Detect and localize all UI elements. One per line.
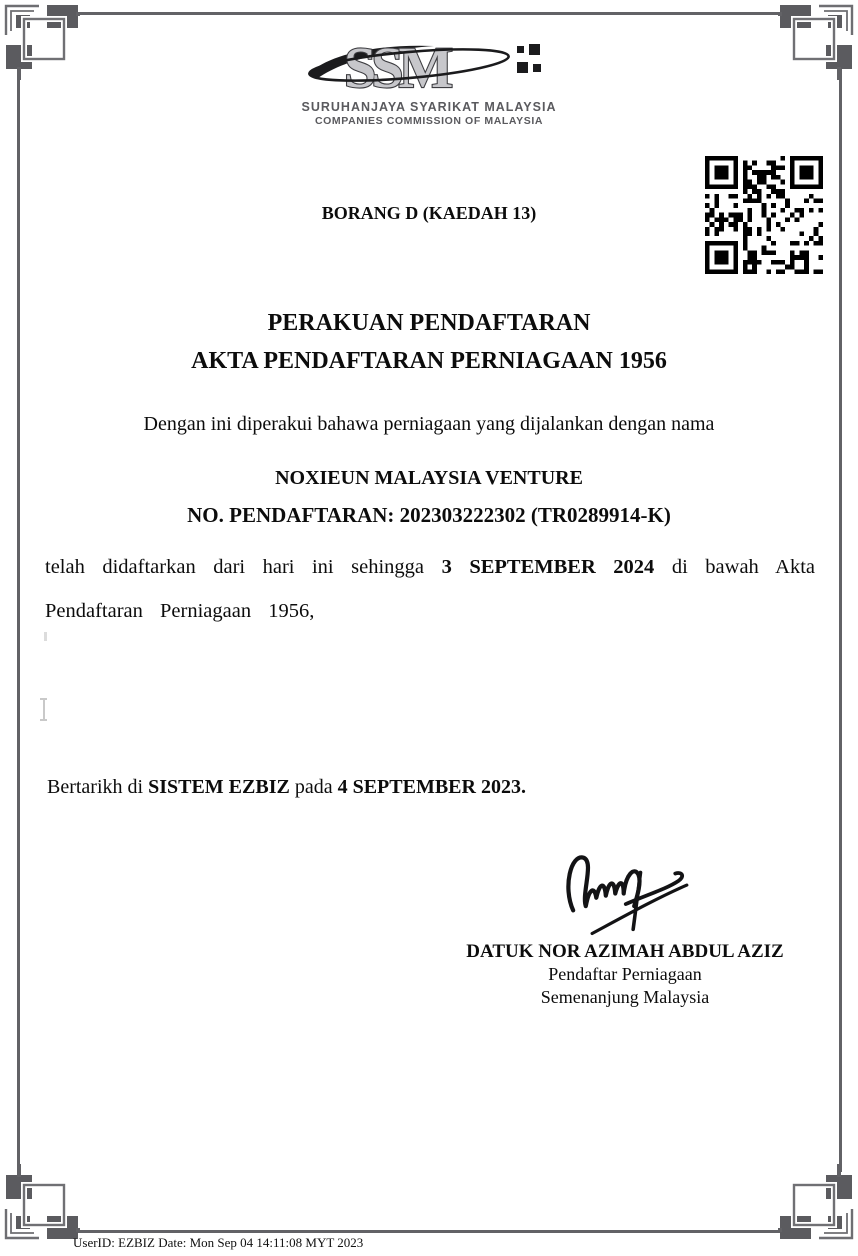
frame-line-right (839, 62, 842, 1172)
footer-user-info: UserID: EZBIZ Date: Mon Sep 04 14:11:08 MYT 2023 (73, 1235, 364, 1250)
ssm-logo (0, 34, 858, 127)
signatory-name: DATUK NOR AZIMAH ABDUL AZIZ (466, 941, 784, 962)
redaction-artifact-1 (44, 632, 47, 641)
issue-date: 4 SEPTEMBER 2023. (337, 776, 526, 798)
body-line-1 (45, 551, 815, 584)
ssm-logo-mark-icon (304, 34, 554, 98)
business-name: NOXIEUN MALAYSIA VENTURE (275, 467, 583, 489)
expiry-date: 3 SEPTEMBER 2024 (441, 556, 655, 578)
form-heading: BORANG D (KAEDAH 13) (321, 203, 537, 223)
signatory-title: Pendaftar Perniagaan (548, 964, 702, 984)
dated-pre: Bertarikh di (47, 776, 144, 798)
signatory-block (440, 940, 810, 1009)
frame-line-left (17, 62, 20, 1172)
logo-letters: SSM (344, 35, 449, 98)
body-line-2: Pendaftaran Perniagaan 1956, (45, 600, 315, 622)
redaction-artifact-2 (40, 698, 47, 721)
body-paragraph (45, 551, 815, 628)
frame-line-top (76, 12, 782, 15)
dated-line (47, 776, 827, 799)
dated-mid: pada (294, 776, 333, 798)
body-pre: telah didaftarkan dari hari ini sehingga (45, 556, 425, 578)
corner-ornament-bottom-left (2, 1164, 80, 1242)
corner-ornament-bottom-right (778, 1164, 856, 1242)
logo-caption-line2: COMPANIES COMMISSION OF MALAYSIA (314, 115, 544, 127)
logo-caption-line1: SURUHANJAYA SYARIKAT MALAYSIA (301, 100, 557, 114)
body-post: di bawah Akta (671, 556, 816, 578)
title-line-1: PERAKUAN PENDAFTARAN (267, 310, 591, 336)
title-line-2: AKTA PENDAFTARAN PERNIAGAAN 1956 (191, 348, 667, 374)
system-name: SISTEM EZBIZ (148, 776, 290, 798)
signatory-region: Semenanjung Malaysia (540, 987, 710, 1007)
frame-line-bottom (76, 1230, 782, 1233)
registration-number: NO. PENDAFTARAN: 202303222302 (TR0289914-K) (187, 503, 671, 527)
logo-dots-icon (517, 44, 541, 73)
certificate-title (0, 304, 858, 380)
signature-image (555, 843, 705, 943)
intro-text: Dengan ini diperakui bahawa perniagaan yang dijalankan dengan nama (143, 413, 715, 435)
